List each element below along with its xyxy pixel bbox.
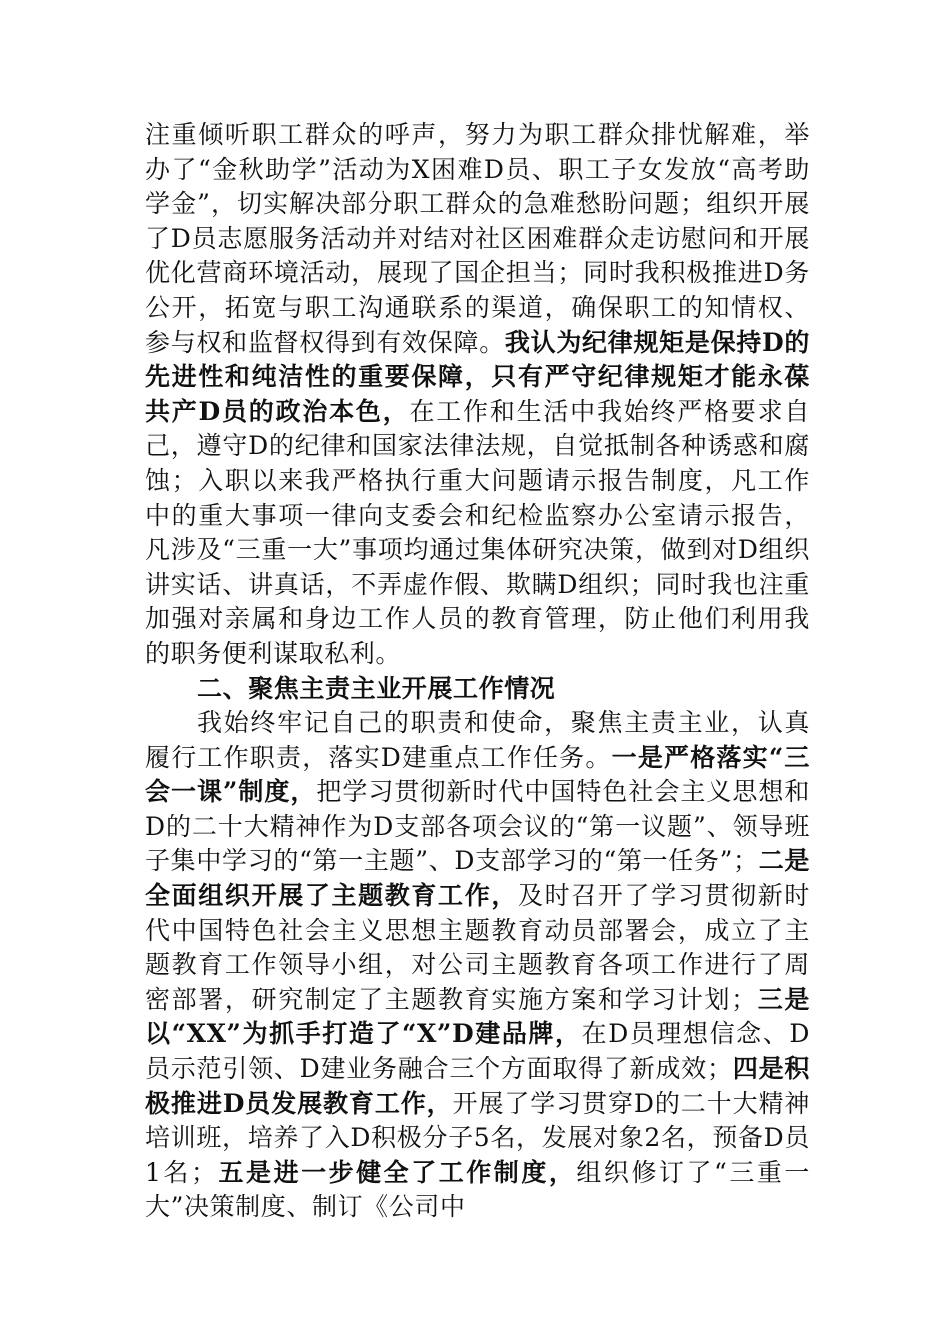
paragraph-main-responsibilities bbox=[145, 706, 810, 1225]
bold-text-run: 我认为纪律规矩是保持D的先进性和纯洁性的重要保障，只有严守纪律规矩才能永葆共产D员的政治本色， bbox=[145, 327, 810, 426]
text-run: 及时召开了学习贯彻新时代中国特色社会主义思想主题教育动员部署会，成立了主题教育工作领导小组，对公司主题教育各项工作进行了周密部署，研究制定了主题教育实施方案和学习计划； bbox=[145, 881, 810, 1014]
bold-text-run: 五是进一步健全了工作制度， bbox=[216, 1157, 577, 1187]
text-run: 开展了学习贯穿D的二十大精神培训班，培养了入D积极分子5名，发展对象2名，预备D员1名； bbox=[145, 1088, 810, 1187]
text-run: 把学习贯彻新时代中国特色社会主义思想和D的二十大精神作为D支部各项会议的“第一议题”、领导班子集中学习的“第一主题”、D支部学习的“第一任务”； bbox=[145, 777, 810, 876]
text-run: 我始终牢记自己的职责和使命，聚焦主责主业，认真履行工作职责，落实D建重点工作任务。 bbox=[145, 708, 810, 772]
bold-text-run: 一是严格落实“三会一课”制度， bbox=[145, 742, 810, 807]
bold-text-run: 四是积极推进D员发展教育工作， bbox=[145, 1054, 810, 1118]
paragraph-discipline bbox=[145, 118, 810, 672]
text-run: 注重倾听职工群众的呼声，努力为职工群众排忧解难，举办了“金秋助学”活动为X困难D员、职工子女发放“高考助学金”，切实解决部分职工群众的急难愁盼问题；组织开展了D员志愿服务活动并对结对社区困难群众走访慰问和开展优化营商环境活动，展现了国企担当；同时我积极推进D务公开，拓宽与职工沟通联系的渠道，确保职工的知情权、参与权和监督权得到有效保障。 bbox=[145, 120, 810, 357]
text-run: 组织修订了“三重一大”决策制度、制订《公司中 bbox=[145, 1157, 810, 1222]
text-run: 在D员理想信念、D员示范引领、D建业务融合三个方面取得了新成效； bbox=[145, 1019, 810, 1084]
bold-text-run: 三是以“XX”为抓手打造了“X”D建品牌， bbox=[145, 984, 811, 1049]
bold-text-run: 二是全面组织开展了主题教育工作， bbox=[145, 846, 810, 911]
text-run: 在工作和生活中我始终严格要求自己，遵守D的纪律和国家法律法规，自觉抵制各种诱惑和腐蚀；入职以来我严格执行重大问题请示报告制度，凡工作中的重大事项一律向支委会和纪检监察办公室请示报告，凡涉及“三重一大”事项均通过集体研究决策，做到对D组织讲实话、讲真话，不弄虚作假、欺瞒D组织；同时我也注重加强对亲属和身边工作人员的教育管理，防止他们利用我的职务便利谋取私利。 bbox=[145, 396, 810, 668]
document-body bbox=[145, 118, 810, 1225]
section-heading: 二、聚焦主责主业开展工作情况 bbox=[197, 673, 556, 703]
